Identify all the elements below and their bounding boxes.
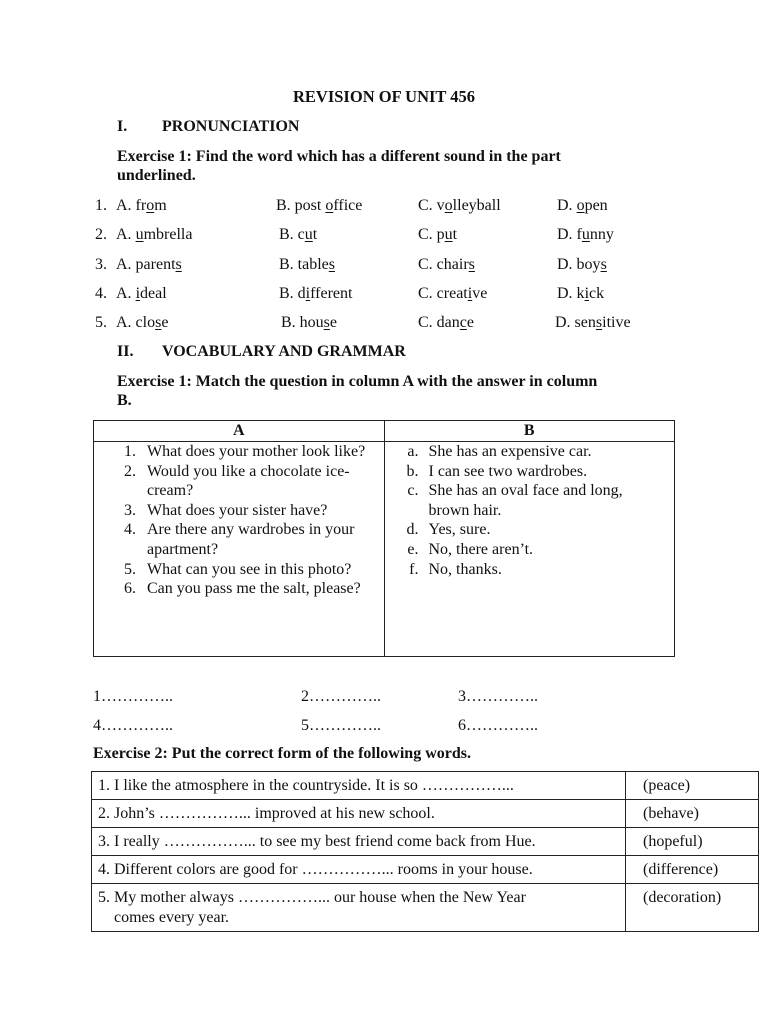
pron-option-c: C. creative: [418, 285, 488, 302]
answer-list: [385, 442, 675, 579]
table-row: [92, 800, 759, 828]
sentence-cell: 1. I like the atmosphere in the countryside. It is so ……………...: [92, 772, 626, 800]
sentence-continuation: comes every year.: [114, 909, 230, 926]
pron-row-number: 3.: [95, 256, 107, 273]
sentence-cell: [92, 884, 626, 932]
pron-row-number: 4.: [95, 285, 107, 302]
answer-blank-6[interactable]: 6…………..: [458, 717, 538, 734]
pron-instruction-line2: underlined.: [117, 167, 196, 184]
table-row: [92, 828, 759, 856]
hint-word-cell: (decoration): [626, 884, 759, 932]
hint-word-cell: (peace): [626, 772, 759, 800]
list-item: d. Yes, sure.: [406, 521, 491, 539]
hint-word-cell: (difference): [626, 856, 759, 884]
matching-table: [93, 420, 675, 657]
pron-option-b: B. house: [281, 314, 338, 331]
pron-option-d: D. sensitive: [555, 314, 631, 331]
list-item: 6. Can you pass me the salt, please?: [124, 580, 361, 598]
list-item: e. No, there aren’t.: [407, 540, 534, 558]
match-instruction-line2: B.: [117, 392, 132, 409]
pron-option-a: A. from: [116, 197, 167, 214]
page-title: REVISION OF UNIT 456: [293, 87, 475, 106]
sentence-cell: 2. John’s ……………... improved at his new school.: [92, 800, 626, 828]
answer-blank-1[interactable]: 1…………..: [93, 688, 173, 705]
pron-option-b: B. different: [279, 285, 353, 302]
hint-word-cell: (behave): [626, 800, 759, 828]
pron-option-c: C. put: [418, 226, 458, 243]
pron-option-c: C. chairs: [418, 256, 475, 273]
pron-option-d: D. boys: [557, 256, 607, 273]
section-2-numeral: II.: [117, 343, 134, 360]
pron-instruction-line1: Exercise 1: Find the word which has a different sound in the part: [117, 148, 561, 165]
pron-option-c: C. volleyball: [418, 197, 501, 214]
sentence-line: 5. My mother always ……………... our house when the New Year: [98, 889, 526, 906]
pron-option-b: B. cut: [279, 226, 318, 243]
pron-row-number: 5.: [95, 314, 107, 331]
column-b-cell: [384, 442, 675, 657]
hint-word-cell: (hopeful): [626, 828, 759, 856]
pron-option-a: A. umbrella: [116, 226, 193, 243]
match-instruction-line1: Exercise 1: Match the question in column A with the answer in column: [117, 373, 598, 390]
pron-option-b: B. tables: [279, 256, 335, 273]
section-1-heading: PRONUNCIATION: [162, 118, 300, 135]
answer-blank-3[interactable]: 3…………..: [458, 688, 538, 705]
pron-option-d: D. open: [557, 197, 608, 214]
list-item: f. No, thanks.: [409, 560, 502, 578]
list-item: 3. What does your sister have?: [124, 501, 328, 519]
list-item: 1. What does your mother look like?: [124, 443, 366, 460]
section-2-heading: VOCABULARY AND GRAMMAR: [162, 343, 406, 360]
word-form-table: [91, 771, 759, 932]
pron-option-d: D. kick: [557, 285, 605, 302]
sentence-cell: 3. I really ……………... to see my best friend come back from Hue.: [92, 828, 626, 856]
section-1-numeral: I.: [117, 118, 128, 135]
question-list: [94, 442, 384, 599]
list-item: b. I can see two wardrobes.: [406, 462, 588, 480]
table-row: [92, 856, 759, 884]
column-a-cell: [94, 442, 385, 657]
column-b-header: B: [384, 421, 675, 442]
pron-option-d: D. funny: [557, 226, 614, 243]
list-item: c. She has an oval face and long, brown hair.: [407, 482, 623, 519]
answer-blank-4[interactable]: 4…………..: [93, 717, 173, 734]
answer-blank-2[interactable]: 2…………..: [301, 688, 381, 705]
pron-row-number: 2.: [95, 226, 107, 243]
pron-row-number: 1.: [95, 197, 107, 214]
list-item: 2. Would you like a chocolate ice-cream?: [124, 462, 350, 500]
pron-option-b: B. post office: [276, 197, 363, 214]
pron-option-a: A. ideal: [116, 285, 167, 302]
pron-option-a: A. parents: [116, 256, 182, 273]
list-item: a. She has an expensive car.: [407, 443, 592, 460]
table-row: [92, 772, 759, 800]
table-row: [92, 884, 759, 932]
form-instruction: Exercise 2: Put the correct form of the following words.: [93, 745, 471, 762]
column-a-header: A: [94, 421, 385, 442]
pron-option-a: A. close: [116, 314, 169, 331]
list-item: 5. What can you see in this photo?: [124, 560, 352, 578]
list-item: 4. Are there any wardrobes in your apartment?: [124, 521, 355, 558]
sentence-cell: 4. Different colors are good for ……………... rooms in your house.: [92, 856, 626, 884]
answer-blank-5[interactable]: 5…………..: [301, 717, 381, 734]
pron-option-c: C. dance: [418, 314, 474, 331]
